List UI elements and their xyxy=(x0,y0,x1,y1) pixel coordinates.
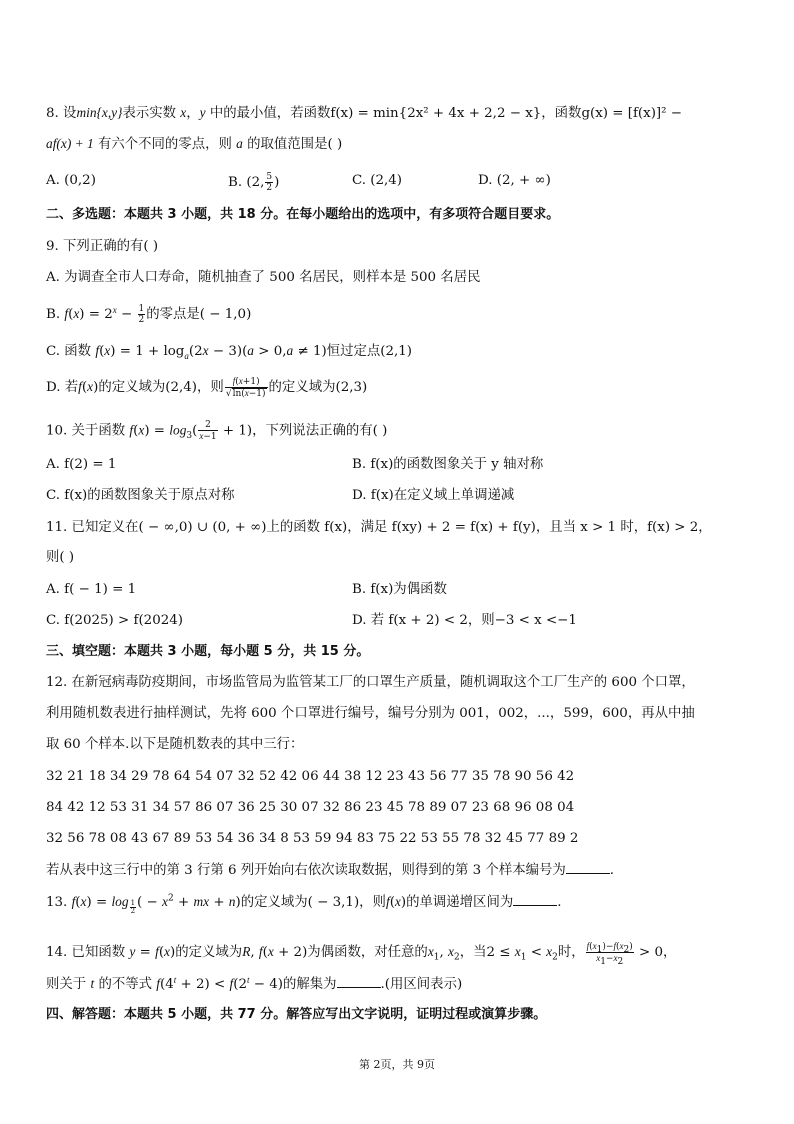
q14-line2: 则关于 t 的不等式 $f(4^t + 2) < f(2^t - 4)$的解集为 .(用区间表示) xyxy=(46,974,463,992)
q10-option-c: C. f(x)的函数图象关于原点对称 xyxy=(46,488,235,503)
q8-option-d: D. (2, + ∞) xyxy=(478,173,551,188)
random-table-row-3: 32 56 78 08 43 67 89 53 54 36 34 8 53 59 94 83 75 22 53 55 78 32 45 77 89 2 xyxy=(46,831,579,846)
q8-line2: af(x) + 1 有六个不同的零点，则 a 的取值范围是( ) xyxy=(46,136,343,152)
q11-line2: 则( ) xyxy=(46,550,75,565)
q8-option-c: C. (2,4) xyxy=(352,173,403,188)
q8-option-b: B. (2, $\frac{5}{2}$ ) xyxy=(228,172,280,193)
q10-option-d: D. f(x)在定义域上单调递减 xyxy=(352,488,515,503)
q9-stem: 9. 下列正确的有( ) xyxy=(46,239,159,254)
q9-option-b: B. $f(x) = 2^x$ − $\frac{1}{2}$ 的零点是( − 1,0) xyxy=(46,304,252,325)
page-footer: 第 2页，共 9页 xyxy=(359,1058,435,1071)
q12-line3: 取 60 个样本.以下是随机数表的其中三行： xyxy=(46,737,304,752)
q11-option-b: B. f(x)为偶函数 xyxy=(352,582,447,597)
q12-line2: 利用随机数表进行抽样测试，先将 600 个口罩进行编号，编号分别为 001，002，...，599，600，再从中抽 xyxy=(46,706,695,721)
q11-option-d: D. 若 f(x + 2) < 2，则−3 < x <−1 xyxy=(352,613,577,628)
q14-line1: 14. 已知函数 y = f(x)的定义域为R, f(x + 2)为偶函数，对任意的$x_1$, $x_2$，当$2 \le x_1 < x_2$时， $\frac{f(x_1)-f(x_2)}{x_1-x_2}$ > 0， xyxy=(46,941,677,967)
q10-option-b: B. f(x)的函数图象关于 y 轴对称 xyxy=(352,457,544,472)
answer-blank xyxy=(513,893,557,906)
q9-option-a: A. 为调查全市人口寿命，随机抽查了 500 名居民，则样本是 500 名居民 xyxy=(46,270,481,285)
answer-blank xyxy=(337,975,381,988)
q10-stem: 10. 关于函数 $f(x) = \log_3$( $\frac{2}{x-1}$ + 1)，下列说法正确的有( ) xyxy=(46,420,388,442)
q11-option-a: A. f( − 1) = 1 xyxy=(46,582,137,597)
section-multiple-choice-heading: 二、多选题：本题共 3 小题，共 18 分。在每小题给出的选项中，有多项符合题目要求。 xyxy=(46,207,560,222)
q9-option-c: C. 函数 $f(x) = 1 + \log_a(2x - 3)(a > 0,a \ne 1)$恒过定点(2,1) xyxy=(46,343,413,361)
q9-option-d: D. 若f(x)的定义域为(2,4)，则 $\frac{f(x+1)}{√\ln(x-1)}$ 的定义域为(2,3) xyxy=(46,376,368,399)
random-table-row-1: 32 21 18 34 29 78 64 54 07 32 52 42 06 44 38 12 23 43 56 77 35 78 90 56 42 xyxy=(46,769,575,784)
q12-line1: 12. 在新冠病毒防疫期间，市场监管局为监管某工厂的口罩生产质量，随机调取这个工厂生产的 600 个口罩， xyxy=(46,675,695,690)
q8-option-a: A. (0,2) xyxy=(46,173,96,188)
q11-option-c: C. f(2025) > f(2024) xyxy=(46,613,183,628)
q8-line1: 8. 设min{x,y}表示实数 x，y 中的最小值，若函数f(x) = min{2x² + 4x + 2,2 − x}，函数g(x) = [f(x)]² − xyxy=(46,105,682,121)
q10-option-a: A. f(2) = 1 xyxy=(46,457,117,472)
section-fill-in-heading: 三、填空题：本题共 3 小题，每小题 5 分，共 15 分。 xyxy=(46,644,370,659)
section-solutions-heading: 四、解答题：本题共 5 小题，共 77 分。解答应写出文字说明，证明过程或演算步骤。 xyxy=(46,1007,547,1022)
random-table-row-2: 84 42 12 53 31 34 57 86 07 36 25 30 07 32 86 23 45 78 89 07 23 68 96 08 04 xyxy=(46,800,575,815)
answer-blank xyxy=(566,861,610,874)
q12-line4: 若从表中这三行中的第 3 行第 6 列开始向右依次读取数据，则得到的第 3 个样本编号为 . xyxy=(46,863,615,878)
q11-line1: 11. 已知定义在( − ∞,0) ∪ (0, + ∞)上的函数 f(x)，满足 f(xy) + 2 = f(x) + f(y)，且当 x > 1 时，f(x) > 2， xyxy=(46,520,712,535)
q13-line: 13. f(x) = log $_{\frac{1}{2}}$ ( − $x^2$ + mx + n)的定义域为( − 3,1)，则f(x)的单调递增区间为 . xyxy=(46,893,562,915)
